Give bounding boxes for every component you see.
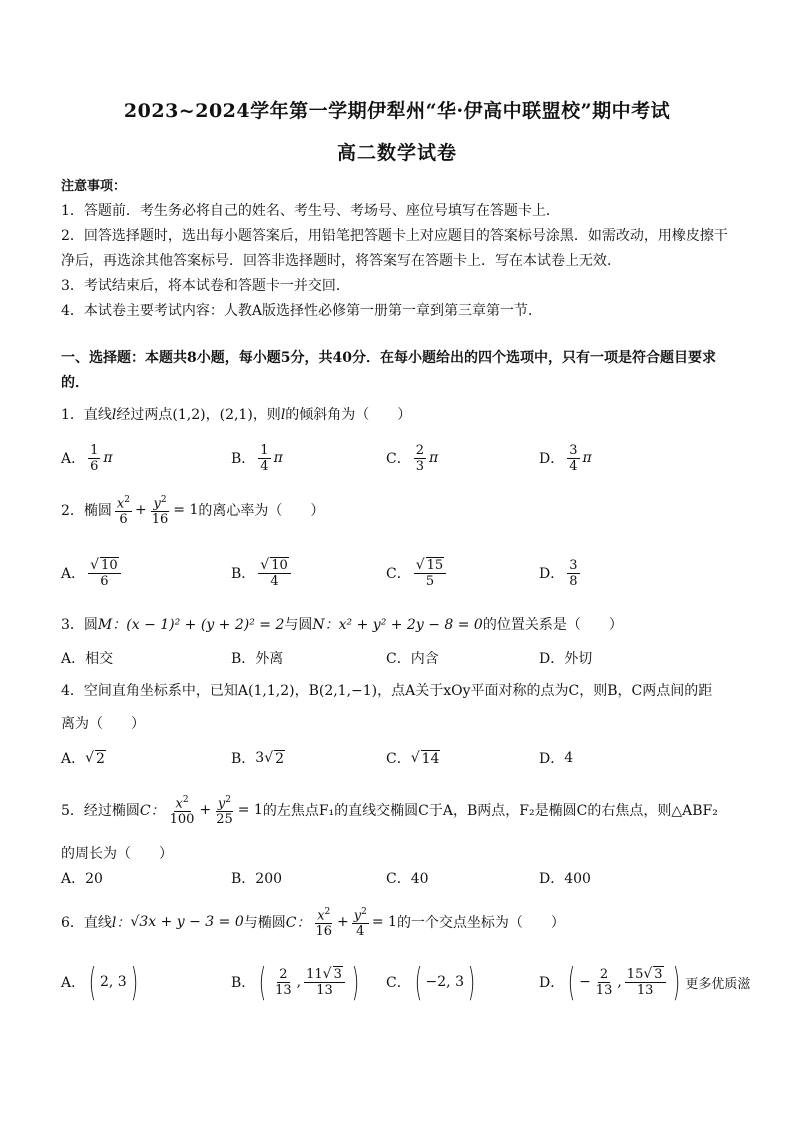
question-3 xyxy=(61,614,751,634)
denominator: 25 xyxy=(216,812,233,828)
numerator: √ 15 xyxy=(414,557,446,574)
notes-block xyxy=(61,174,741,324)
note-item: 3．考试结束后，将本试卷和答题卡一并交回． xyxy=(61,278,350,294)
option-label: D． xyxy=(539,451,565,467)
fraction xyxy=(150,493,171,527)
q1-number: 1． xyxy=(61,407,84,423)
numerator: $y^2$ xyxy=(353,906,367,924)
denominator: 4 xyxy=(270,574,279,589)
denominator: 13 xyxy=(636,983,654,998)
option-c[interactable]: C．内含 xyxy=(386,651,439,667)
option-value: 4 xyxy=(564,750,574,766)
q5-number: 5． xyxy=(61,803,84,819)
question-4-line-1: 4．空间直角坐标系中，已知A(1,1,2)，B(2,1,−1)，点A关于xOy平面对称的点为C，则B，C两点间的距 xyxy=(61,683,713,699)
circle-m: M xyxy=(97,617,113,633)
denominator: 4 xyxy=(260,458,269,474)
numerator: $x^2$ xyxy=(317,906,331,924)
numerator: $x^2$ xyxy=(116,494,130,512)
fraction xyxy=(352,905,369,939)
ellipse-c: C： xyxy=(285,915,311,931)
equals: = 1 xyxy=(237,802,263,818)
section-heading: 一、选择题：本题共8小题，每小题5分，共40分．在每小题给出的四个选项中，只有一项是符合题目要求的． xyxy=(61,350,716,391)
option-d[interactable]: D．400 xyxy=(539,871,591,887)
option-a[interactable] xyxy=(61,436,113,480)
option-label: D． xyxy=(539,566,565,582)
q2-text: 的离心率为（ ） xyxy=(198,503,325,519)
numerator: √ 10 xyxy=(88,557,120,574)
denominator: 16 xyxy=(151,512,169,528)
numerator: 3 xyxy=(569,557,578,573)
q4-options xyxy=(61,736,751,780)
option-c[interactable] xyxy=(386,436,438,480)
radicand: 15 xyxy=(426,558,444,573)
option-label: C． xyxy=(386,451,411,467)
coordinate: −2, 3 xyxy=(425,974,464,990)
denominator: 100 xyxy=(169,812,195,828)
q1-text: 经过两点 xyxy=(116,407,173,423)
coefficient: 15 xyxy=(626,967,644,982)
option-d[interactable]: D． ( − $\frac{2}{13}$ , $\frac{15√ 3}{13}$ ) 更多优质滋 xyxy=(539,960,751,1004)
option-b[interactable]: B． 3 √ 2 xyxy=(231,750,285,767)
option-d[interactable] xyxy=(539,436,592,480)
numerator: 1 xyxy=(260,442,269,458)
option-c[interactable]: C． √ 14 xyxy=(386,750,440,767)
q6-text: 的一个交点坐标为（ ） xyxy=(396,915,565,931)
fraction xyxy=(88,557,120,589)
note-item: 4．本试卷主要考试内容：人教A版选择性必修第一册第一章到第三章第一节． xyxy=(61,303,543,319)
denominator: 8 xyxy=(569,573,578,589)
coordinate: 2, 3 xyxy=(99,974,127,990)
numerator: 11√ 3 xyxy=(304,966,345,983)
fraction xyxy=(414,557,446,589)
question-6: 6． 直线 l： √ 3x + y − 3 = 0 与椭圆 C： $\frac{x^2}{16}$ + $\frac{y^2}{4}$ = 1 的一个交点坐标为（ ） xyxy=(61,906,565,940)
line-equation: 3x + y − 3 = 0 xyxy=(139,914,244,930)
radicand: 10 xyxy=(101,558,118,573)
denominator: 16 xyxy=(315,924,333,940)
fraction xyxy=(313,905,334,939)
question-5-line-2: 的周长为（ ） xyxy=(61,846,173,862)
line-l: l： xyxy=(111,915,131,931)
q1-point: (2,1) xyxy=(219,407,253,423)
q1-sep: ， xyxy=(205,407,220,423)
q5-text: 的左焦点F₁的直线交椭圆C于A，B两点，F₂是椭圆C的右焦点，则△ABF₂ xyxy=(262,803,718,819)
denominator: 4 xyxy=(569,458,578,474)
var-x: x xyxy=(116,496,125,512)
exam-title: 2023~2024学年第一学期伊犁州“华·伊高中联盟校”期中考试 xyxy=(123,100,671,122)
option-b[interactable]: B．200 xyxy=(231,871,283,887)
denominator: 13 xyxy=(275,982,292,998)
option-label: A． xyxy=(61,451,86,467)
notes-heading: 注意事项： xyxy=(61,179,127,194)
fraction xyxy=(88,443,100,474)
fraction xyxy=(594,967,615,998)
option-label: C． xyxy=(386,975,411,991)
circle-n: N xyxy=(312,617,325,633)
fraction xyxy=(414,443,426,474)
radicand: 2 xyxy=(96,750,105,767)
radicand: 14 xyxy=(421,750,440,767)
option-a[interactable]: A．20 xyxy=(61,871,103,887)
option-label: C． xyxy=(386,751,411,767)
equals: = 1 xyxy=(173,502,199,518)
q1-text: 的倾斜角为（ ） xyxy=(285,407,412,423)
numerator: √ 10 xyxy=(258,557,290,574)
question-5: 5． 经过椭圆 C： $\frac{x^2}{100}$ + $\frac{y^2}{25}$ = 1 的左焦点F₁的直线交椭圆C于A，B两点，F₂是椭圆C的右焦点，则△ABF₂ xyxy=(61,794,718,828)
plus: + xyxy=(135,502,147,518)
coefficient: 3 xyxy=(255,750,265,766)
pi-symbol: π xyxy=(582,450,592,466)
denominator: 5 xyxy=(425,574,435,589)
watermark-text: 更多优质滋 xyxy=(685,975,751,991)
pi-symbol: π xyxy=(103,450,113,466)
fraction xyxy=(304,966,345,998)
option-a[interactable]: A．相交 xyxy=(61,651,114,667)
option-d[interactable]: D．外切 xyxy=(539,651,593,667)
circle-n-equation: ：x² + y² + 2y − 8 = 0 xyxy=(324,617,483,633)
circle-m-equation: ：(x − 1)² + (y + 2)² = 2 xyxy=(112,617,285,633)
q6-text: 直线 xyxy=(83,915,112,931)
option-a[interactable]: A． ( 2, 3 ) xyxy=(61,960,138,1004)
question-4-line-2: 离为（ ） xyxy=(61,716,145,732)
option-label: B． xyxy=(231,975,256,991)
radicand: 10 xyxy=(271,558,288,573)
ellipse-c: C： xyxy=(139,803,165,819)
option-a[interactable]: A． √ 2 xyxy=(61,750,105,767)
q1-text: 直线 xyxy=(83,407,112,423)
fraction xyxy=(273,967,294,998)
option-c[interactable] xyxy=(386,551,449,595)
q2-number: 2． xyxy=(61,503,84,519)
pi-symbol: π xyxy=(273,450,283,466)
denominator: 6 xyxy=(119,512,128,528)
option-label: D． xyxy=(539,975,565,991)
option-label: D． xyxy=(539,751,565,767)
fraction xyxy=(258,557,290,589)
q2-text: 椭圆 xyxy=(83,503,112,519)
note-item: 2．回答选择题时，选出每小题答案后，用铅笔把答题卡上对应题目的答案标号涂黑．如需改动，用橡皮擦干净后，再选涂其他答案标号．回答非选择题时，将答案写在答题卡上．写在本试卷上无效． xyxy=(61,228,728,269)
option-label: B． xyxy=(231,451,256,467)
denominator: 13 xyxy=(316,983,333,998)
q6-options xyxy=(61,960,751,1004)
option-d[interactable] xyxy=(539,736,573,780)
denominator: 6 xyxy=(100,574,109,589)
coefficient: 11 xyxy=(306,967,323,982)
option-b[interactable]: B． ( $\frac{2}{13}$ , $\frac{11√ 3}{13}$ ) xyxy=(231,960,359,1004)
radicand: 2 xyxy=(275,750,285,767)
numerator: 3 xyxy=(569,442,578,458)
numerator: $y^2$ xyxy=(217,794,232,812)
option-label: B． xyxy=(231,566,256,582)
option-label: A． xyxy=(61,751,86,767)
q1-text: ，则 xyxy=(252,407,281,423)
fraction xyxy=(567,443,579,474)
numerator: $x^2$ xyxy=(175,794,189,812)
option-label: C． xyxy=(386,566,411,582)
exam-subtitle: 高二数学试卷 xyxy=(336,142,457,164)
denominator: 3 xyxy=(415,458,424,474)
q1-point: (1,2) xyxy=(172,407,206,423)
q5-text: 经过椭圆 xyxy=(83,803,140,819)
fraction xyxy=(168,793,197,827)
numerator: 15√ 3 xyxy=(625,966,666,983)
equals: = 1 xyxy=(371,914,397,930)
fraction xyxy=(625,966,666,998)
fraction xyxy=(214,793,235,827)
fraction xyxy=(115,493,132,527)
q3-options xyxy=(61,636,751,680)
option-a[interactable] xyxy=(61,551,124,595)
radicand: 3 xyxy=(654,967,663,982)
numerator: $y^2$ xyxy=(153,494,167,512)
q6-text: 与椭圆 xyxy=(243,915,286,931)
option-label: B． xyxy=(231,751,256,767)
option-label: A． xyxy=(61,566,86,582)
q6-number: 6． xyxy=(61,915,84,931)
q1-options xyxy=(61,436,751,480)
q1-line-var: l xyxy=(280,407,286,423)
q3-number: 3． xyxy=(61,617,84,633)
fraction xyxy=(258,443,270,474)
note-item: 1．答题前．考生务必将自己的姓名、考生号、考场号、座位号填写在答题卡上． xyxy=(61,203,560,219)
option-b[interactable] xyxy=(231,551,294,595)
q3-text: 圆 xyxy=(83,617,98,633)
q3-text: 与圆 xyxy=(284,617,313,633)
denominator: 6 xyxy=(90,458,99,474)
q3-text: 的位置关系是（ ） xyxy=(482,617,623,633)
numerator: 2 xyxy=(415,442,424,458)
denominator: 4 xyxy=(356,924,365,940)
option-c[interactable]: C．40 xyxy=(386,871,429,887)
question-1 xyxy=(61,404,751,424)
option-label: A． xyxy=(61,975,86,991)
q1-line-var: l xyxy=(111,407,117,423)
pi-symbol: π xyxy=(429,450,439,466)
numerator: 2 xyxy=(599,966,609,982)
option-d[interactable] xyxy=(539,551,583,595)
numerator: 2 xyxy=(279,966,288,982)
radicand: 3 xyxy=(333,967,342,982)
denominator: 13 xyxy=(595,982,613,998)
fraction xyxy=(567,558,579,589)
var-y: y xyxy=(153,496,161,512)
option-b[interactable] xyxy=(231,436,283,480)
option-b[interactable]: B．外离 xyxy=(231,651,284,667)
numerator: 1 xyxy=(90,442,99,458)
question-2 xyxy=(61,490,751,530)
q2-options xyxy=(61,551,751,595)
option-c[interactable]: C． ( −2, 3 ) xyxy=(386,960,476,1004)
q5-options xyxy=(61,856,751,900)
